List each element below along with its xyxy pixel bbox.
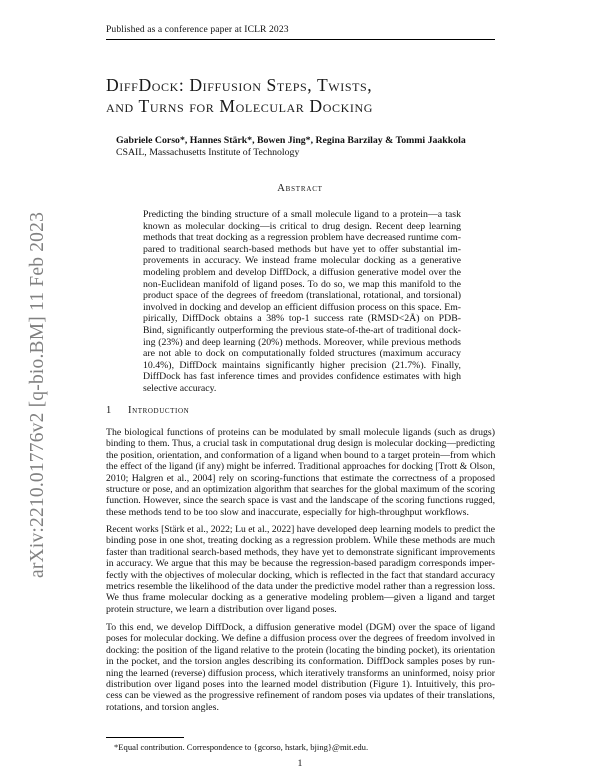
- body-line: fectly with the objectives of molecular docking, which is reflected in the fact that standard accuracy: [106, 569, 495, 581]
- abstract-line: DiffDock has fast inference times and provides confidence estimates with high: [143, 371, 461, 383]
- body-line: the position, orientation, and conformation of a ligand when bound to a target protein—from which: [106, 449, 496, 461]
- abstract-line: selective accuracy.: [143, 382, 217, 394]
- body-line: distribution over ligand poses into the learned model distribution (Figure 1). Intuitively, this pro-: [106, 678, 495, 690]
- author-list: Gabriele Corso*, Hannes Stärk*, Bowen Jing*, Regina Barzilay & Tommi Jaakkola: [116, 135, 466, 146]
- title-line-1: DiffDock: Diffusion Steps, Twists,: [106, 75, 373, 95]
- body-line: these methods tend to be too slow and inaccurate, especially for high-throughput workflows.: [106, 506, 469, 518]
- abstract-line: ing (23%) and deep learning (20%) methods. Moreover, while previous methods: [143, 336, 461, 348]
- body-line: in accuracy. We argue that this may be because the regression-based paradigm corresponds imper-: [106, 558, 495, 570]
- page-number: 1: [297, 758, 303, 769]
- abstract-line: provements in accuracy. We instead frame molecular docking as a generative: [143, 255, 461, 267]
- body-line: structure or pose, and an optimization algorithm that searches for the global maximum of the scoring: [106, 483, 495, 495]
- abstract-heading: Abstract: [277, 183, 323, 194]
- abstract-line: Predicting the binding structure of a small molecule ligand to a protein—a task: [143, 209, 461, 220]
- paper-title: [106, 75, 373, 117]
- body-line: faster than traditional search-based methods, they have yet to demonstrate significant improvements: [106, 546, 495, 558]
- intro-paragraph-2: [106, 524, 495, 615]
- abstract-line: non-Euclidean manifold of ligand poses. To do so, we map this manifold to the: [143, 278, 461, 290]
- body-line: 2010; Halgren et al., 2004] rely on scoring-functions that estimate the correctness of a proposed: [106, 472, 495, 484]
- body-line: binding to them. Thus, a crucial task in computational drug design is molecular docking—predicting: [106, 438, 495, 450]
- body-line: poses for molecular docking. We define a diffusion process over the degrees of freedom involved in: [106, 633, 495, 645]
- body-line: docking: the position of the ligand relative to the protein (locating the binding pocket), its orientation: [106, 644, 495, 656]
- abstract-line: 10.4%), DiffDock maintains significantly higher precision (21.7%). Finally,: [143, 359, 461, 371]
- body-line: metrics resemble the likelihood of the data under the predictive model rather than a regression loss.: [106, 580, 496, 592]
- abstract-line: are not able to dock on computationally folded structures (maximum accuracy: [143, 348, 461, 360]
- footnote-rule: [106, 737, 184, 738]
- body-line: function. However, since the search space is vast and the landscape of the scoring functions rugged,: [106, 495, 495, 507]
- body-line: binding pose in one shot, treating docking as a regression problem. While these methods are much: [106, 535, 495, 547]
- section-title: Introduction: [128, 405, 190, 416]
- intro-paragraph-1: [106, 427, 495, 518]
- affiliation: CSAIL, Massachusetts Institute of Technology: [116, 147, 300, 158]
- arxiv-stamp: arXiv:2210.01776v2 [q-bio.BM] 11 Feb 2023: [27, 211, 48, 578]
- body-line: ning the learned (reverse) diffusion process, which iteratively transforms an uninformed, noisy prior: [106, 667, 495, 679]
- abstract-line: methods that treat docking as a regression problem have decreased runtime com-: [143, 232, 461, 244]
- body-line: Recent works [Stärk et al., 2022; Lu et al., 2022] have developed deep learning models to predict the: [106, 524, 495, 535]
- body-line: protein structure, we learn a distribution over ligand poses.: [106, 603, 337, 615]
- abstract-body: [143, 209, 461, 395]
- abstract-line: modeling problem and develop DiffDock, a diffusion generative model over the: [143, 266, 461, 278]
- section-number: 1: [106, 405, 112, 416]
- body-line: The biological functions of proteins can be modulated by small molecule ligands (such as drugs): [106, 427, 495, 438]
- abstract-line: pared to traditional search-based methods but have yet to offer substantial im-: [143, 243, 461, 255]
- body-line: the effect of the ligand (if any) might be inferred. Traditional approaches for docking [Trott & Olson,: [106, 461, 495, 473]
- abstract-line: Bind, significantly outperforming the previous state-of-the-art of traditional dock-: [143, 324, 461, 336]
- title-line-2: and Turns for Molecular Docking: [106, 96, 373, 116]
- abstract-line: involved in docking and develop an efficient diffusion process on this space. Em-: [143, 301, 461, 313]
- abstract-line: known as molecular docking—is critical to drug design. Recent deep learning: [143, 220, 461, 232]
- body-line: cess can be viewed as the progressive refinement of random poses via updates of their translations,: [106, 690, 495, 702]
- body-line: To this end, we develop DiffDock, a diffusion generative model (DGM) over the space of ligand: [106, 622, 495, 633]
- abstract-line: pirically, DiffDock obtains a 38% top-1 success rate (RMSD<2Å) on PDB-: [143, 313, 461, 325]
- body-line: in the pocket, and the torsion angles describing its conformation. DiffDock samples poses by run-: [106, 656, 495, 668]
- running-header: Published as a conference paper at ICLR 2023: [106, 24, 289, 35]
- abstract-line: product space of the degrees of freedom (translational, rotational, and torsional): [143, 290, 461, 302]
- section-heading: [106, 405, 189, 416]
- footnote: *Equal contribution. Correspondence to {gcorso, hstark, bjing}@mit.edu.: [114, 742, 369, 752]
- intro-paragraph-3: [106, 622, 495, 713]
- body-line: We thus frame molecular docking as a generative modeling problem—given a ligand and target: [106, 592, 495, 604]
- header-rule: [106, 39, 495, 40]
- body-line: rotations, and torsion angles.: [106, 701, 219, 713]
